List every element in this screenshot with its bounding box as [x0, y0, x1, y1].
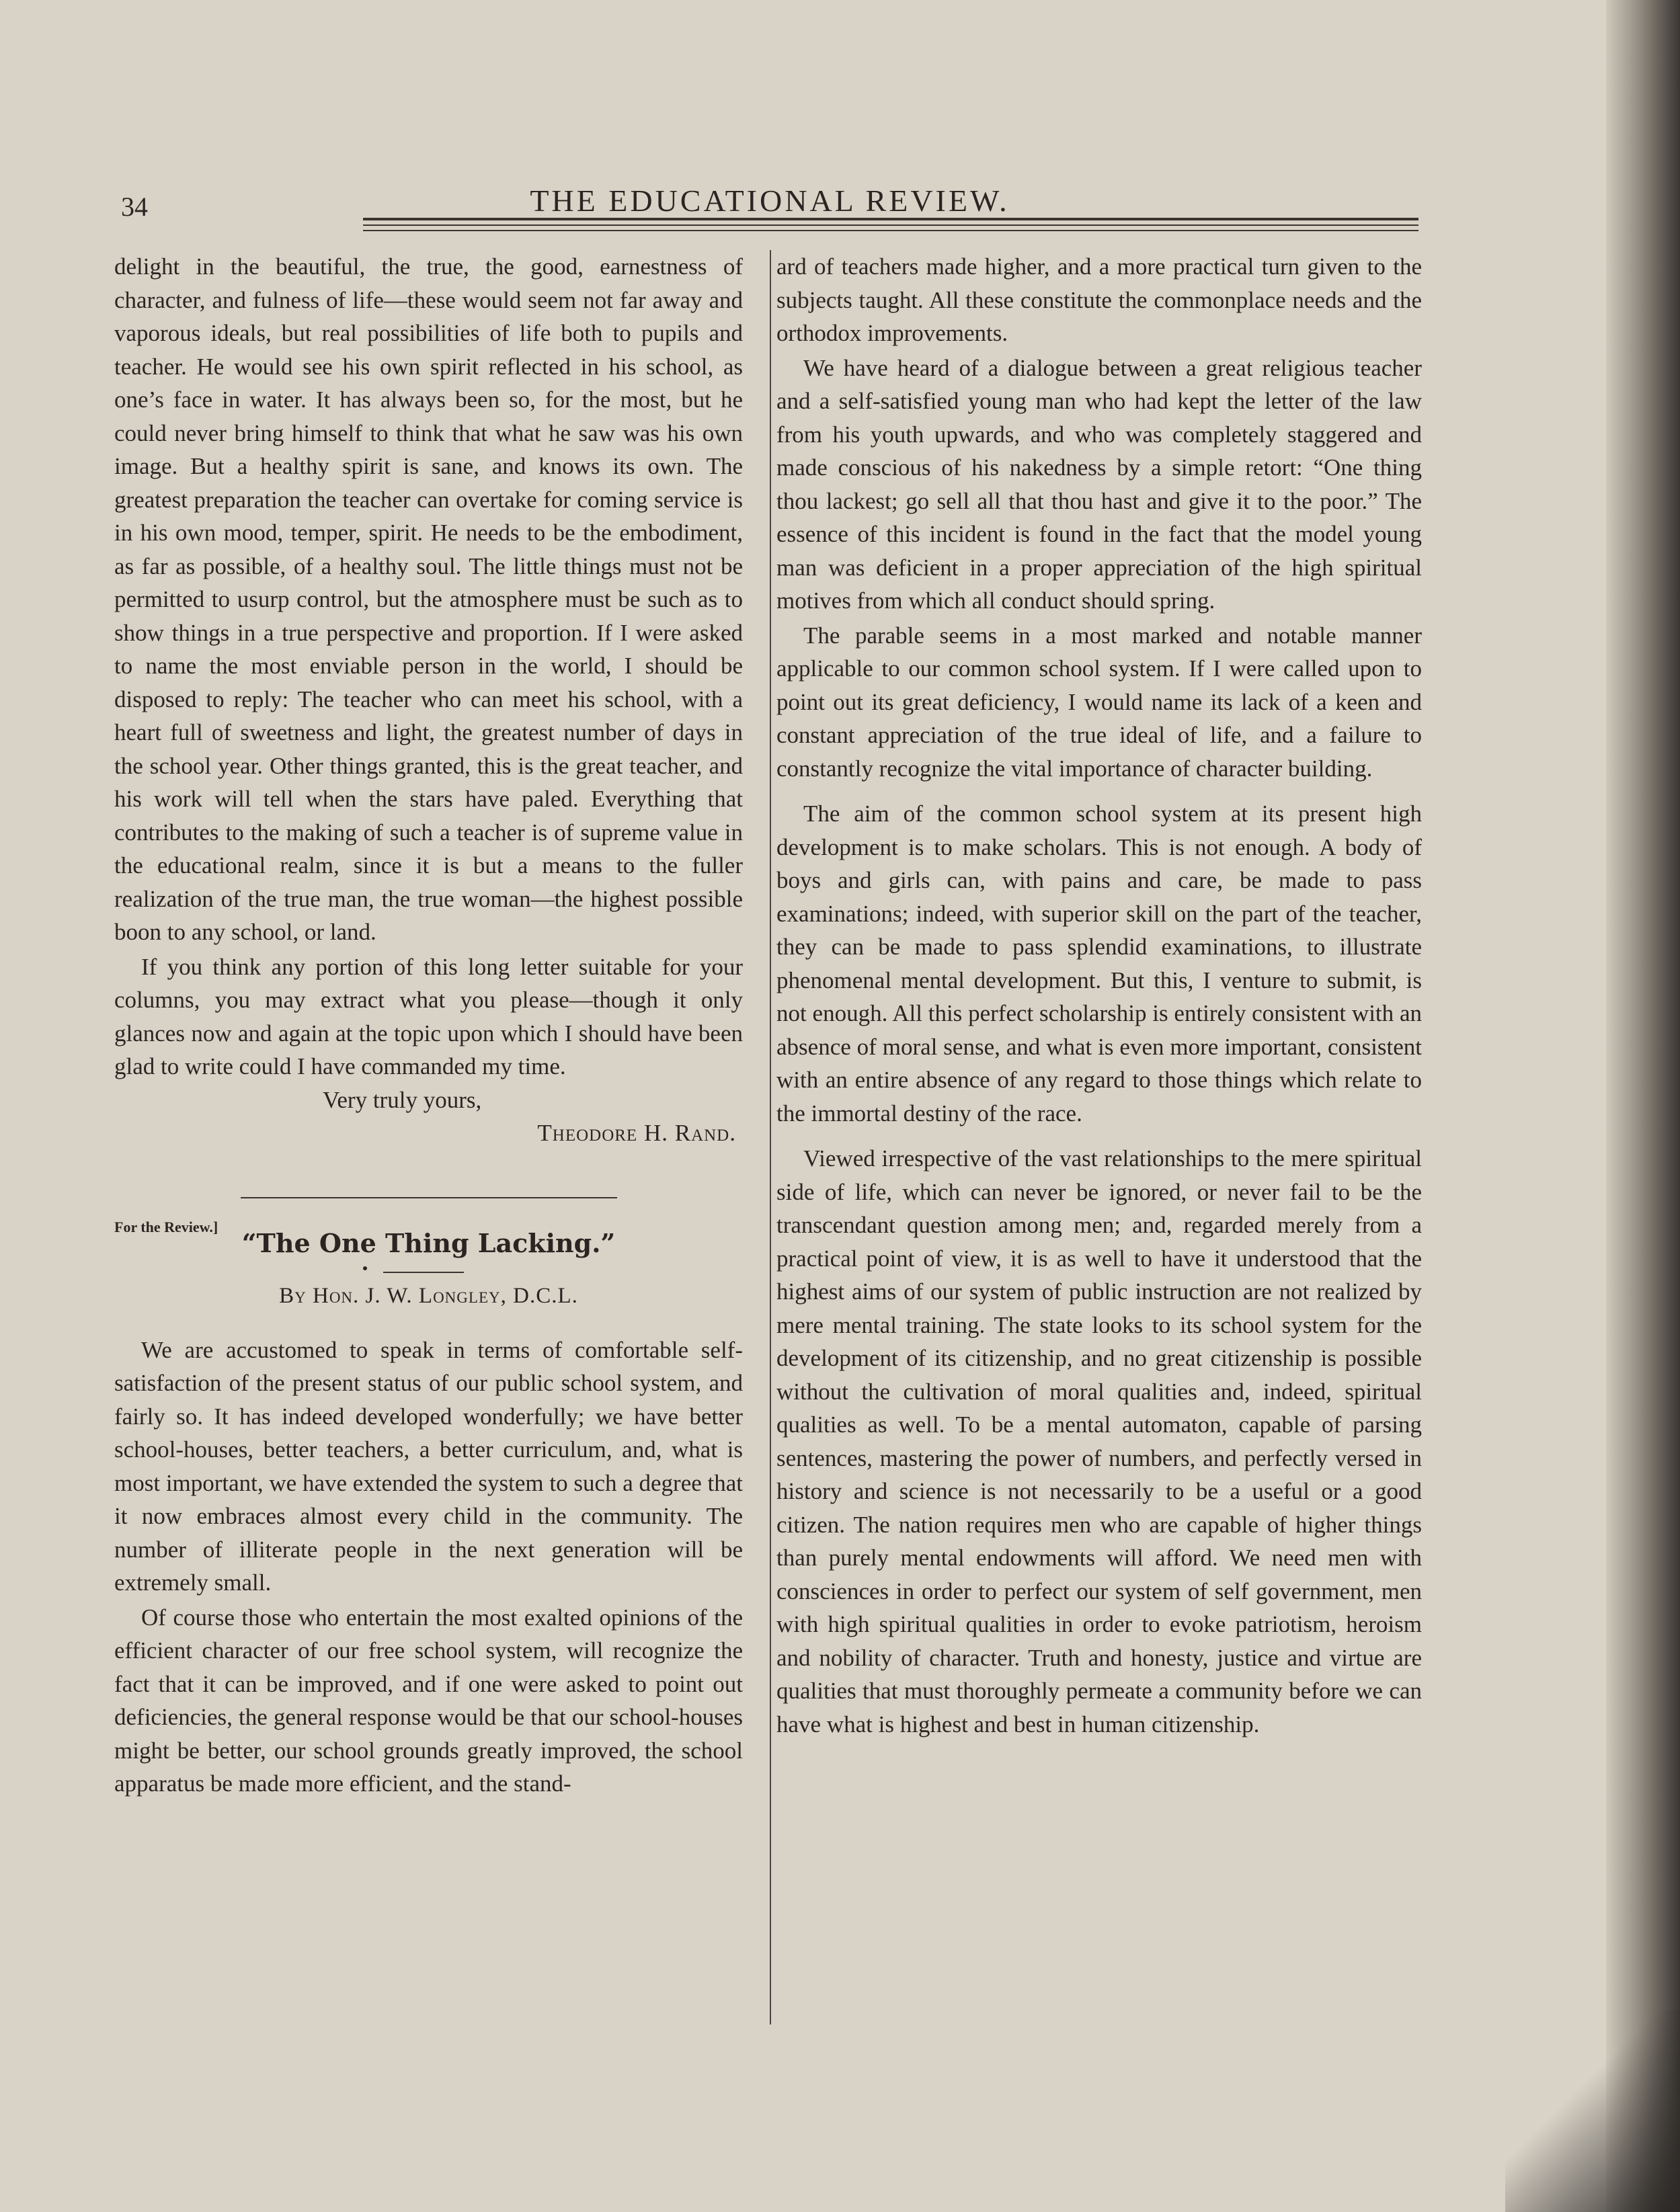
title-ornament: [114, 1264, 743, 1277]
letter-paragraph: delight in the beautiful, the true, the good, earnestness of character, and fulness of life—these would seem not far away and vaporous ideals, but real possibilities of life both to pupils and teacher. He would see his own spirit reflected in his school, as one’s face in water. It has always been so, for the most, but he could never bring himself to think that what he saw was his own image. But a healthy spirit is sane, and knows its own. The greatest preparation the teacher can overtake for coming service is in his own mood, temper, spirit. He needs to be the embodiment, as far as possible, of a healthy soul. The little things must not be permitted to usurp control, but the atmosphere must be such as to show things in a true perspective and proportion. If I were asked to name the most enviable person in the world, I should be disposed to reply: The teacher who can meet his school, with a heart full of sweetness and light, the greatest number of days in the school year. Other things granted, this is the great teacher, and his work will tell when the stars have paled. Everything that contributes to the making of such a teacher is of supreme value in the educational realm, since it is but a means to the fuller realization of the true man, the true woman—the highest possible boon to any school, or land.: [114, 253, 743, 945]
article-paragraph: We have heard of a dialogue between a great religious teacher and a self-satisfied young man who had kept the letter of the law from his youth upwards, and who was completely staggered and made conscious of his nakedness by a simple retort: “One thing thou lackest; go sell all that thou hast and give it to the poor.” The essence of this incident is found in the fact that the model young man was deficient in a proper appreciation of the high spiritual motives from which all conduct should spring.: [776, 354, 1422, 614]
header-rule-thick: [363, 218, 1418, 220]
article-title: “The One Thing Lacking.”: [241, 1227, 616, 1258]
article-paragraph: We are accustomed to speak in terms of comfortable self-satisfaction of the present status of our public school system, and fairly so. It has indeed developed wonderfully; we have better school-houses, better teachers, a better curriculum, and, what is most important, we have extended the system to such a degree that it now embraces almost every child in the community. The number of illiterate people in the next generation will be extremely small.: [114, 1336, 744, 1596]
left-column: [114, 250, 743, 1801]
letter-paragraph: If you think any portion of this long letter suitable for your columns, you may extract what you please—though it only glances now and again at the topic upon which I should have been glad to write could I have commanded my time.: [114, 953, 743, 1079]
page-corner-shadow: [1505, 2010, 1680, 2212]
page-number: 34: [121, 192, 148, 222]
header-rule-thin: [363, 224, 1418, 226]
ornament-dot: [363, 1266, 367, 1270]
article-byline: By Hon. J. W. Longley, D.C.L.: [279, 1284, 578, 1308]
article-paragraph: ard of teachers made higher, and a more practical turn given to the subjects taught. All these constitute the commonplace needs and the orthodox improvements.: [776, 253, 1422, 346]
journal-title: THE EDUCATIONAL REVIEW.: [530, 183, 1010, 218]
article-paragraph: Of course those who entertain the most exalted opinions of the efficient character of our free school system, will recognize the fact that it can be improved, and if one were asked to point out deficiencies, the general response would be that our school-houses might be better, our school grounds greatly improved, the school apparatus be made more efficient, and the stand-: [114, 1604, 743, 1797]
section-divider: [241, 1197, 617, 1198]
letter-signoff: Very truly yours,: [323, 1086, 482, 1113]
article-paragraph: The aim of the common school system at its present high development is to make scholars. This is not enough. A body of boys and girls can, with pains and care, be made to pass examinations; indeed, with superior skill on the part of the teacher, they can be made to pass splendid examinations, to illustrate phenomenal mental development. But this, I venture to submit, is not enough. All this perfect scholarship is entirely consistent with an absence of moral sense, and what is even more important, consistent with an entire absence of any regard to those things which relate to the immortal destiny of the race.: [776, 801, 1422, 1127]
header-rule-low: [363, 230, 1418, 231]
page-header: [121, 168, 1418, 235]
ornament-rule: [383, 1272, 464, 1273]
letter-signature: Theodore H. Rand.: [537, 1120, 736, 1146]
page-edge-shadow: [1606, 0, 1680, 2212]
right-column: [776, 250, 1422, 1741]
article-paragraph: Viewed irrespective of the vast relationships to the mere spiritual side of life, which can never be ignored, or never fail to be the transcendant question among men; and, regarded merely from a practical point of view, it is as well to have it understood that the highest aims of our system of public instruction are not realized by mere mental training. The state looks to its school system for the development of its citizenship, and no great citizenship is possible without the cultivation of moral qualities and, indeed, spiritual qualities as well. To be a mental automaton, capable of parsing sentences, mastering the power of numbers, and perfectly versed in history and science is not necessarily to be a useful or a good citizen. The nation requires men who are capable of higher things than purely mental endowments will afford. We need men with consciences in order to perfect our system of self government, men with high spiritual qualities in order to evoke patriotism, heroism and nobility of character. Truth and honesty, justice and virtue are qualities that must thoroughly permeate a community before we can have what is highest and best in human citizenship.: [776, 1145, 1422, 1737]
article-paragraph: The parable seems in a most marked and notable manner applicable to our common school system. If I were called upon to point out its great deficiency, I would name its lack of a keen and constant appreciation of the true ideal of life, and a failure to constantly recognize the vital importance of character building.: [776, 622, 1422, 782]
column-divider: [770, 250, 771, 2024]
source-note: For the Review.]: [114, 1218, 218, 1235]
